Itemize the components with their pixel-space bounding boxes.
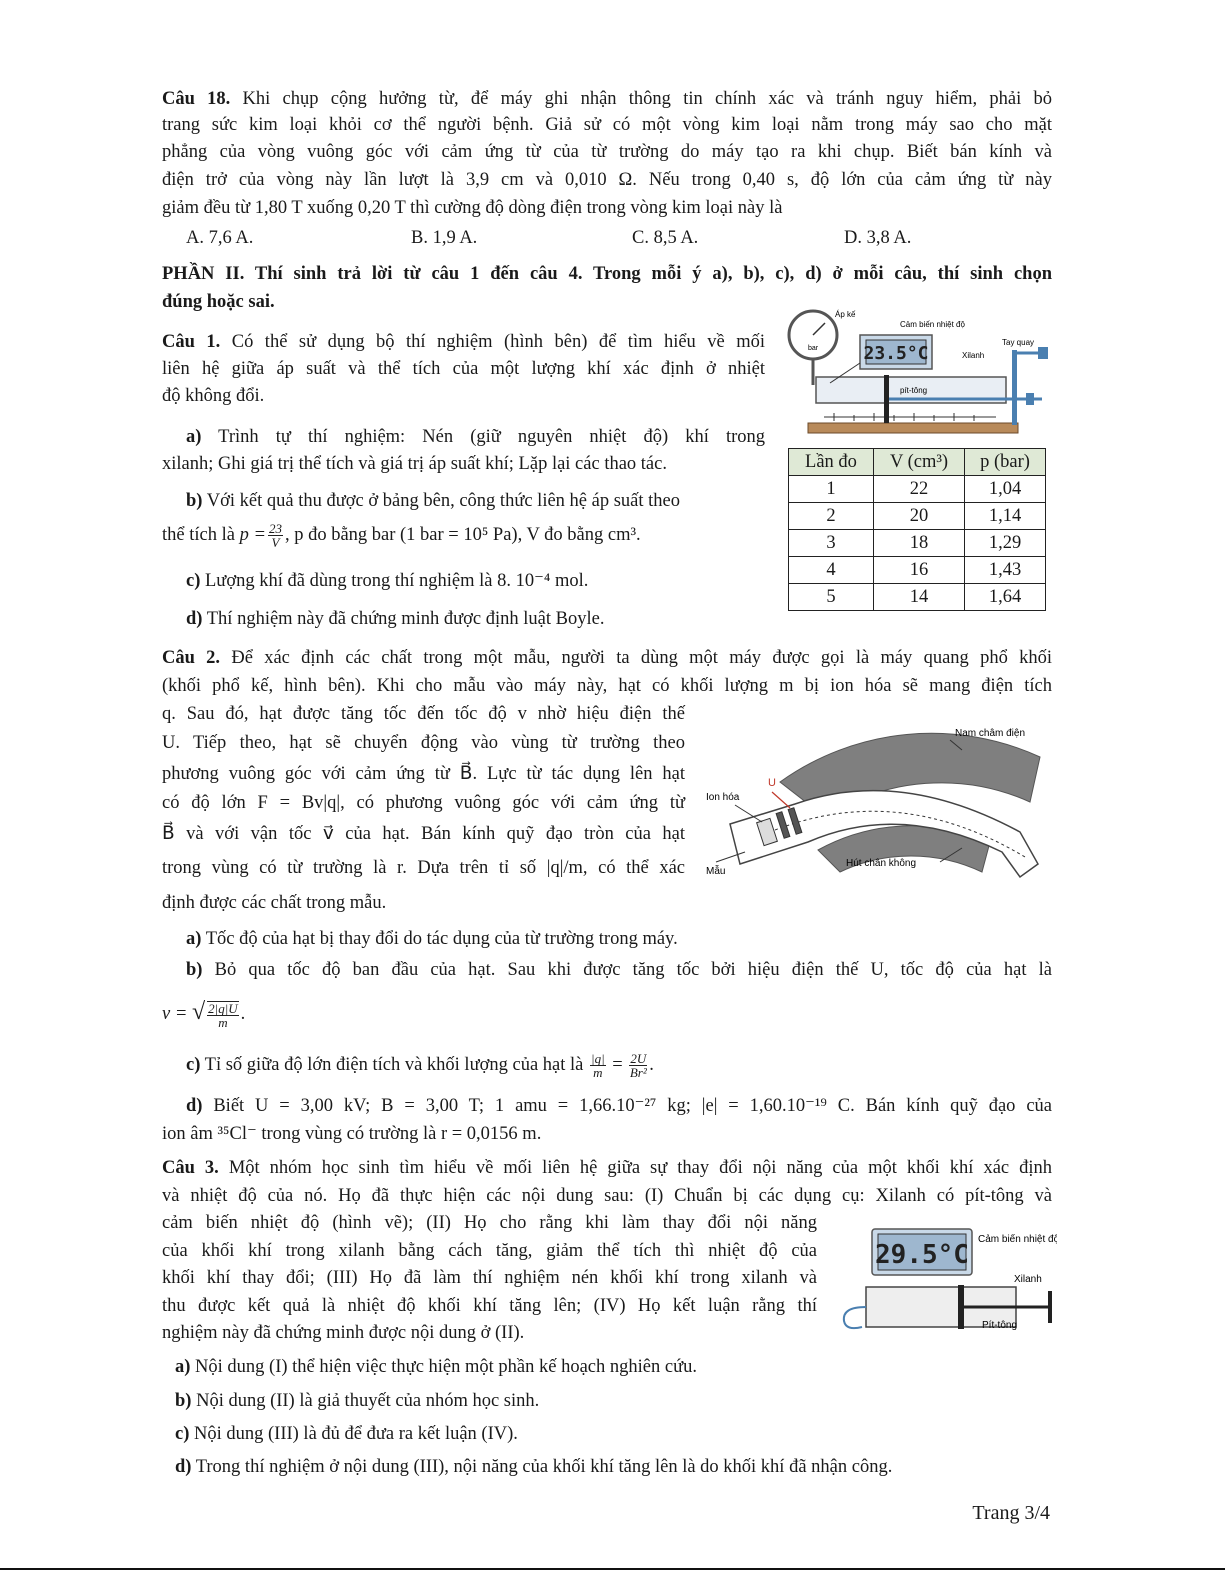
q1-b-units: , p đo bằng bar (1 bar = 10⁵ Pa), V đo bằng cm³. xyxy=(284,525,641,545)
q1-a-line-2: xilanh; Ghi giá trị thể tích và giá trị áp suất khí; Lặp lại các thao tác. xyxy=(162,454,667,474)
table-cell: 1,29 xyxy=(965,530,1046,557)
q3-label: Câu 3. xyxy=(162,1158,219,1178)
q1-b-line-1 xyxy=(186,489,680,513)
table-header-volume: V (cm³) xyxy=(874,449,965,476)
q2-line-4: U. Tiếp theo, hạt sẽ chuyển động vào vùng từ trường theo xyxy=(162,733,685,753)
table-cell: 1,14 xyxy=(965,503,1046,530)
table-cell: 1 xyxy=(789,476,874,503)
table-row xyxy=(789,530,1046,557)
q1-b-lead: thể tích là xyxy=(162,525,235,545)
q2-voltage-label: U xyxy=(768,777,776,789)
q3-a-label: a) xyxy=(175,1357,191,1377)
q1-label: Câu 1. xyxy=(162,332,221,352)
table-cell: 1,64 xyxy=(965,584,1046,611)
table-cell: 5 xyxy=(789,584,874,611)
q2-c-den-right: Br² xyxy=(629,1065,647,1081)
page-number: Trang 3/4 xyxy=(972,1502,1050,1524)
q1-a-line-1 xyxy=(186,425,765,449)
q1-d-line xyxy=(186,607,604,631)
q18-line-5: giảm đều từ 1,80 T xuống 0,20 T thì cường độ dòng điện trong vòng kim loại này là xyxy=(162,198,783,218)
q2-d-line-2: ion âm ³⁵Cl⁻ trong vùng có trường là r = 0,0156 m. xyxy=(162,1124,542,1144)
table-cell: 14 xyxy=(874,584,965,611)
q3-sensor-display: 29.5°C xyxy=(875,1240,969,1270)
q3-line-2: và nhiệt độ của nó. Họ đã thực hiện các nội dung sau: (I) Chuẩn bị các dụng cụ: Xilanh có pít-tông và xyxy=(162,1186,1052,1206)
q2-line-1 xyxy=(162,646,1052,670)
q3-b-text: Nội dung (II) là giả thuyết của nhóm học sinh. xyxy=(196,1391,540,1411)
q1-b-fraction xyxy=(268,522,283,549)
q3-a-line xyxy=(175,1355,697,1379)
q2-line-8: trong vùng có từ trường là r. Dựa trên tỉ số |q|/m, có thể xác xyxy=(162,858,685,878)
q2-c-text: Tỉ số giữa độ lớn điện tích và khối lượng của hạt là xyxy=(204,1055,584,1075)
q2-d-text: Biết U = 3,00 kV; B = 3,00 T; 1 amu = 1,66.10⁻²⁷ kg; |e| = 1,60.10⁻¹⁹ C. Bán kính quỹ đạo của xyxy=(213,1096,1052,1116)
q1-piston-label: pít-tông xyxy=(900,386,928,395)
q1-b-denominator: V xyxy=(271,535,280,551)
q3-a-text: Nội dung (I) thể hiện việc thực hiện một phần kế hoạch nghiên cứu. xyxy=(195,1357,697,1377)
table-header-row xyxy=(789,449,1046,476)
q3-c-text: Nội dung (III) là đủ để đưa ra kết luận (IV). xyxy=(194,1424,518,1444)
q3-line-1 xyxy=(162,1156,1052,1180)
q1-line-2: liên hệ giữa áp suất và thể tích của một lượng khí xác định ở nhiệt xyxy=(162,359,765,379)
q2-line-9: định được các chất trong mẫu. xyxy=(162,893,387,913)
q1-line-1 xyxy=(162,330,765,354)
q18-line-4: điện trở của vòng này lần lượt là 3,9 cm và 0,010 Ω. Nếu trong 0,40 s, độ lớn của cảm ứng từ này xyxy=(162,170,1052,190)
q1-sensor-display: 23.5°C xyxy=(863,343,929,364)
q1-cylinder-label: Xilanh xyxy=(962,351,985,360)
q2-sample-label: Mẫu xyxy=(706,866,726,877)
q2-line-3: q. Sau đó, hạt được tăng tốc đến tốc độ v nhờ hiệu điện thế xyxy=(162,704,685,724)
q2-a-text: Tốc độ của hạt bị thay đổi do tác dụng của từ trường trong máy. xyxy=(205,929,678,949)
q18-line-2: trang sức kim loại khỏi cơ thể người bệnh. Giả sử có một vòng kim loại nằm trong máy sao cho mặt xyxy=(162,115,1052,135)
q2-c-num-left: |q| xyxy=(591,1051,605,1067)
q2-line-2: (khối phổ kế, hình bên). Khi cho mẫu vào máy này, hạt có khối lượng m bị ion hóa sẽ mang điện tích xyxy=(162,676,1052,696)
q2-c-fraction-left xyxy=(590,1052,606,1079)
q1-apparatus-figure xyxy=(780,305,1052,435)
q1-sensor-label: Cảm biến nhiệt độ xyxy=(900,320,965,329)
q2-magnet-label: Nam châm điện xyxy=(955,728,1026,739)
q2-line-7: B⃗ và với vận tốc v⃗ của hạt. Bán kính quỹ đạo tròn của hạt xyxy=(162,824,685,844)
q3-c-line xyxy=(175,1422,518,1446)
q1-gauge-unit: bar xyxy=(807,345,819,352)
table-row xyxy=(789,476,1046,503)
q1-intro-text: Có thể sử dụng bộ thí nghiệm (hình bên) để tìm hiểu về mối xyxy=(231,332,765,352)
q18-line-3: phẳng của vòng vuông góc với cảm ứng từ của từ trường do máy tạo ra khi chụp. Biết bán kính và xyxy=(162,142,1052,162)
part2-heading: PHẦN II. Thí sinh trả lời từ câu 1 đến câu 4. Trong mỗi ý a), b), c), d) ở mỗi câu, thí sinh chọn xyxy=(162,264,1052,284)
q3-d-label: d) xyxy=(175,1457,192,1477)
q2-d-label: d) xyxy=(186,1096,203,1116)
q2-a-line xyxy=(186,927,678,951)
q2-b-formula: v = xyxy=(162,1004,188,1024)
q18-option-d: D. 3,8 A. xyxy=(844,228,912,248)
q2-c-fraction-right xyxy=(629,1052,647,1079)
q1-apparatus-diagram xyxy=(780,305,1052,435)
q2-ionizer-label: Ion hóa xyxy=(706,792,740,803)
q2-b-denominator: m xyxy=(218,1014,228,1030)
table-row xyxy=(789,503,1046,530)
sqrt-icon: √ xyxy=(191,999,206,1025)
q2-b-line-2: v = √ $\frac{2|q|U}{m}$ . xyxy=(162,999,246,1030)
q2-b-label: b) xyxy=(186,960,203,980)
q2-c-label: c) xyxy=(186,1055,201,1075)
q1-c-text: Lượng khí đã dùng trong thí nghiệm là 8. 10⁻⁴ mol. xyxy=(205,571,589,591)
q3-cylinder-label: Xilanh xyxy=(1014,1274,1042,1285)
q2-b-line-1 xyxy=(186,958,1052,982)
q3-line-7: nghiệm này đã chứng minh được nội dung ở (II). xyxy=(162,1323,525,1343)
q3-line-4: của khối khí trong xilanh bằng cách tăng, giảm thể tích thì nhiệt độ của xyxy=(162,1241,817,1261)
q1-line-3: độ không đổi. xyxy=(162,386,265,406)
q18-text: Khi chụp cộng hưởng từ, để máy ghi nhận thông tin chính xác và tránh nguy hiểm, phải bỏ xyxy=(242,89,1052,109)
table-cell: 2 xyxy=(789,503,874,530)
table-header-trial: Lần đo xyxy=(789,449,874,476)
q2-b-numerator: 2|q|U xyxy=(208,1000,238,1016)
table-cell: 1,43 xyxy=(965,557,1046,584)
q2-a-label: a) xyxy=(186,929,202,949)
q2-c-num-right: 2U xyxy=(630,1051,647,1067)
q2-mass-spectrometer-diagram xyxy=(700,712,1055,887)
q18-options xyxy=(186,228,946,250)
q1-b-formula: p = xyxy=(239,525,266,545)
q1-c-line xyxy=(186,569,588,593)
q2-line-5: phương vuông góc với cảm ứng từ B⃗. Lực từ tác dụng lên hạt xyxy=(162,764,685,784)
q2-c-den-left: m xyxy=(593,1065,603,1081)
q3-c-label: c) xyxy=(175,1424,190,1444)
q1-d-text: Thí nghiệm này đã chứng minh được định luật Boyle. xyxy=(206,609,605,629)
q2-vacuum-label: Hút chân không xyxy=(846,858,917,869)
q1-c-label: c) xyxy=(186,571,201,591)
q18-option-a: A. 7,6 A. xyxy=(186,228,254,248)
q1-b-numerator: 23 xyxy=(268,521,282,537)
q3-text: Một nhóm học sinh tìm hiểu về mối liên hệ giữa sự thay đổi nội năng của một khối khí xác định xyxy=(228,1158,1053,1178)
q1-data-table xyxy=(788,448,1046,611)
table-header-pressure: p (bar) xyxy=(965,449,1046,476)
q3-piston-label: Pít-tông xyxy=(982,1320,1018,1331)
q18-label: Câu 18. xyxy=(162,89,231,109)
q1-d-label: d) xyxy=(186,609,203,629)
q1-gauge-label: Áp kế xyxy=(835,310,856,319)
q1-b-label: b) xyxy=(186,491,203,511)
q2-mass-spectrometer-figure xyxy=(700,712,1055,887)
table-row xyxy=(789,584,1046,611)
q18-option-c: C. 8,5 A. xyxy=(632,228,699,248)
part2-heading-2: đúng hoặc sai. xyxy=(162,292,275,312)
table-cell: 1,04 xyxy=(965,476,1046,503)
q3-apparatus-figure xyxy=(832,1225,1057,1345)
q3-sensor-label: Cảm biến nhiệt độ xyxy=(978,1234,1057,1245)
q2-d-line-1 xyxy=(186,1094,1052,1118)
table-cell: 22 xyxy=(874,476,965,503)
q1-a-text: Trình tự thí nghiệm: Nén (giữ nguyên nhiệt độ) khí trong xyxy=(218,427,765,447)
table-row xyxy=(789,557,1046,584)
q3-d-text: Trong thí nghiệm ở nội dung (III), nội năng của khối khí tăng lên là do khối khí đã nhận công. xyxy=(195,1457,893,1477)
q3-d-line xyxy=(175,1455,892,1479)
q3-line-5: khối khí thay đổi; (III) Họ đã làm thí nghiệm nén khối khí trong xilanh và xyxy=(162,1268,817,1288)
q3-line-6: thu được kết quả là nhiệt độ khối khí tăng lên; (IV) Họ kết luận rằng thí xyxy=(162,1296,817,1316)
q2-b-text: Bỏ qua tốc độ ban đầu của hạt. Sau khi được tăng tốc bởi hiệu điện thế U, tốc độ của hạt là xyxy=(214,960,1052,980)
q1-a-label: a) xyxy=(186,427,202,447)
q18-option-b: B. 1,9 A. xyxy=(411,228,478,248)
table-cell: 4 xyxy=(789,557,874,584)
q2-text: Để xác định các chất trong một mẫu, người ta dùng một máy được gọi là máy quang phổ khối xyxy=(231,648,1052,668)
q1-b-line-2 xyxy=(162,520,641,550)
table-cell: 20 xyxy=(874,503,965,530)
q18-line-1 xyxy=(162,87,1052,111)
q2-label: Câu 2. xyxy=(162,648,221,668)
q2-b-fraction xyxy=(207,1001,239,1029)
table-cell: 3 xyxy=(789,530,874,557)
q2-line-6: có độ lớn F = Bv|q|, có phương vuông góc với cảm ứng từ xyxy=(162,793,685,813)
q1-b-text: Với kết quả thu được ở bảng bên, công thức liên hệ áp suất theo xyxy=(206,491,680,511)
q3-b-label: b) xyxy=(175,1391,192,1411)
table-cell: 16 xyxy=(874,557,965,584)
q3-b-line xyxy=(175,1389,539,1413)
q1-handle-label: Tay quay xyxy=(1002,338,1035,347)
q2-c-line: c) Tỉ số giữa độ lớn điện tích và khối lượng của hạt là $\frac{|q|}{m}$ = $\frac{2U}{\text{Br²}}$ . xyxy=(186,1051,654,1081)
table-cell: 18 xyxy=(874,530,965,557)
q3-apparatus-diagram xyxy=(832,1225,1057,1345)
q3-line-3: cảm biến nhiệt độ (hình vẽ); (II) Họ cho rằng khi làm thay đổi nội năng xyxy=(162,1213,817,1233)
page-bottom-divider xyxy=(0,1568,1225,1570)
